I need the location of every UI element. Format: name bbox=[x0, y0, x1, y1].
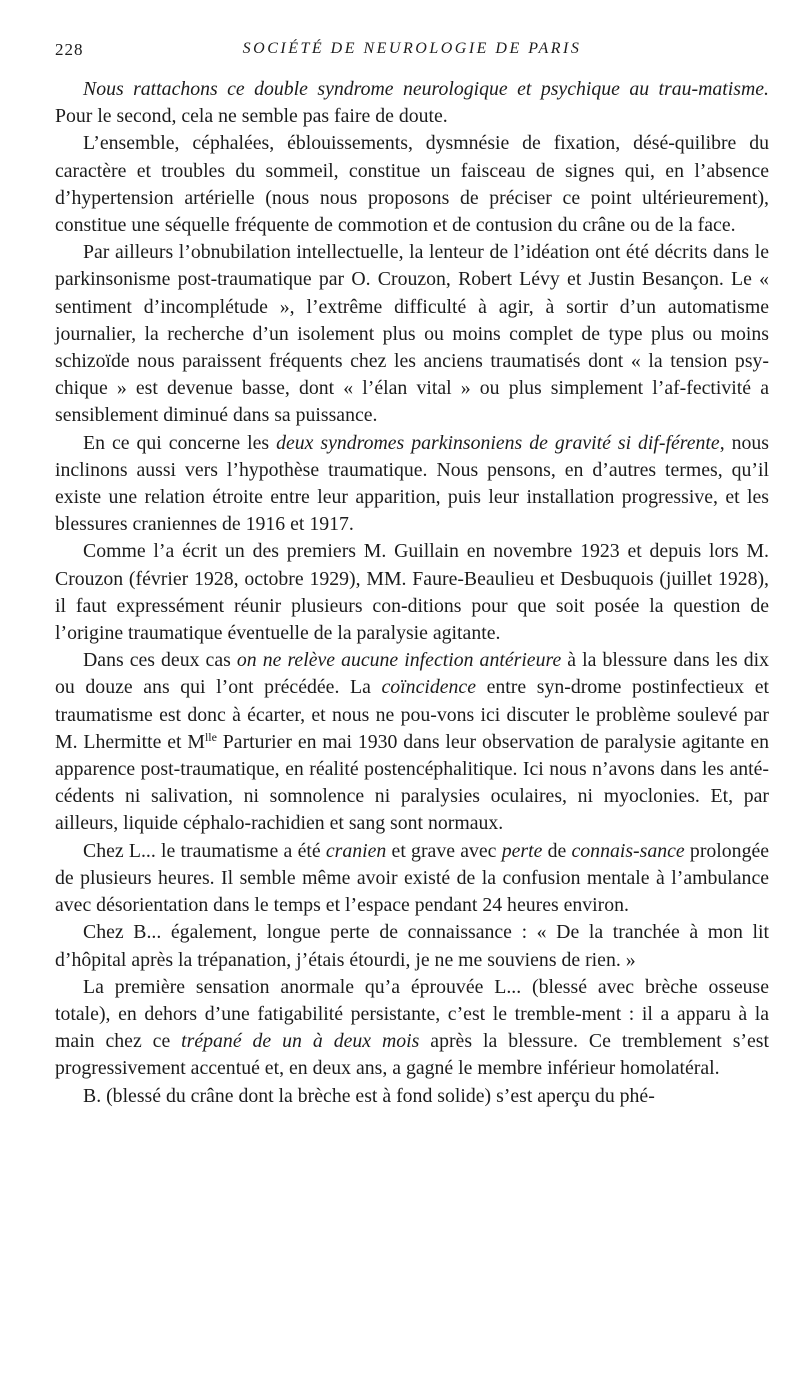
paragraph bbox=[55, 130, 769, 239]
running-head: SOCIÉTÉ DE NEUROLOGIE DE PARIS bbox=[242, 40, 582, 57]
text-run: Chez B... également, longue perte de connaissance : « De la tranchée à mon lit d’hôpital après la trépanation, j’étais étourdi, je ne me souviens de rien. » bbox=[55, 921, 769, 971]
page-number: 228 bbox=[55, 40, 84, 59]
paragraph bbox=[55, 974, 769, 1083]
text-run: Chez L... le traumatisme a été bbox=[83, 839, 326, 862]
text-run: Comme l’a écrit un des premiers M. Guillain en novembre 1923 et depuis lors M. Crouzon (février 1928, octobre 1929), MM. Faure-Beaulieu et Desbuquois (juillet 1928), il faut expressément réunir plusieurs con-ditions pour que soit posée la question de l’origine traumatique éventuelle de la paralysie agitante. bbox=[55, 540, 769, 645]
paragraph bbox=[55, 76, 769, 130]
body-text bbox=[55, 76, 769, 1110]
text-run: B. (blessé du crâne dont la brèche est à fond solide) s’est aperçu du phé- bbox=[83, 1084, 655, 1107]
paragraph bbox=[55, 838, 769, 920]
paragraph bbox=[55, 430, 769, 539]
text-run: L’ensemble, céphalées, éblouissements, dysmnésie de fixation, désé-quilibre du caractère et troubles du sommeil, constitue un faisceau de signes qui, en l’absence d’hypertension artérielle (nous nous proposons de préciser ce point ultérieurement), constitue une séquelle fréquente de commotion et de contusion du crâne ou de la face. bbox=[55, 132, 769, 237]
text-run: La première sensation anormale qu’a éprouvée L... (blessé avec brèche osseuse totale), en dehors d’une fatigabilité persistante, c’est le tremble-ment : il a apparu à la main chez ce bbox=[55, 975, 769, 1053]
text-run: Parturier en mai 1930 dans leur observation de paralysie agitante en apparence post-traumatique, en réalité postencéphalitique. Ici nous n’avons dans les anté-cédents ni salivation, ni somnolence ni paralysies oculaires, ni myoclonies. Et, par ailleurs, liquide céphalo-rachidien et sang sont normaux. bbox=[55, 730, 769, 835]
text-run: après la blessure. Ce tremblement s’est progressivement accentué et, en deux ans, a gagné le membre inférieur homolatéral. bbox=[55, 1030, 769, 1080]
italic-text: on ne relève aucune infection antérieure bbox=[236, 649, 562, 672]
italic-text: Nous rattachons ce double syndrome neurologique et psychique au trau-matisme. bbox=[83, 78, 769, 100]
text-run: de bbox=[542, 839, 572, 862]
italic-text: perte bbox=[501, 839, 543, 862]
italic-text: cranien bbox=[325, 839, 387, 862]
paragraph bbox=[55, 647, 769, 837]
text-run: Par ailleurs l’obnubilation intellectuelle, la lenteur de l’idéation ont été décrits dans le parkinsonisme post-traumatique par O. Crouzon, Robert Lévy et Justin Besançon. Le « sentiment d’incomplétude », l’extrême difficulté à agir, à sortir d’un automatisme journalier, la recherche d’un isolement plus ou moins complet de type plus ou moins schizoïde nous paraissent fréquents chez les anciens traumatisés dont « la tension psy-chique » est devenue basse, dont « l’élan vital » ou plus simplement l’af-fectivité a sensiblement diminué dans sa puissance. bbox=[55, 241, 769, 427]
text-run: prolongée de plusieurs heures. Il semble même avoir existé de la confusion mentale à l’ambulance avec désorientation dans le temps et l’espace pendant 24 heures environ. bbox=[55, 839, 770, 917]
paragraph bbox=[55, 1083, 769, 1110]
paragraph bbox=[55, 919, 769, 973]
text-run: En ce qui concerne les bbox=[83, 431, 277, 454]
italic-text: coïncidence bbox=[381, 676, 476, 699]
text-run: à la blessure dans les dix ou douze ans qui l’ont précédée. La bbox=[55, 649, 769, 699]
paragraph bbox=[55, 239, 769, 429]
italic-text: connais-sance bbox=[571, 839, 685, 862]
text-run: et grave avec bbox=[386, 839, 502, 862]
text-run: Dans ces deux cas bbox=[83, 649, 237, 672]
text-run: , nous inclinons aussi vers l’hypothèse traumatique. Nous pensons, en d’autres termes, qu’il existe une relation étroite entre leur apparition, puis leur installation progressive, et les blessures craniennes de 1916 et 1917. bbox=[55, 431, 769, 536]
paragraph bbox=[55, 538, 769, 647]
italic-text: deux syndromes parkinsoniens de gravité si dif-férente bbox=[276, 431, 720, 454]
text-run: Pour le second, cela ne semble pas faire de doute. bbox=[55, 105, 448, 128]
text-run: entre syn-drome postinfectieux et traumatisme est donc à écarter, et nous ne pou-vons ici discuter le problème soulevé par M. Lhermitte et M bbox=[55, 676, 769, 753]
superscript-text: lle bbox=[204, 729, 217, 744]
italic-text: trépané de un à deux mois bbox=[181, 1030, 420, 1053]
page-header bbox=[55, 40, 769, 64]
